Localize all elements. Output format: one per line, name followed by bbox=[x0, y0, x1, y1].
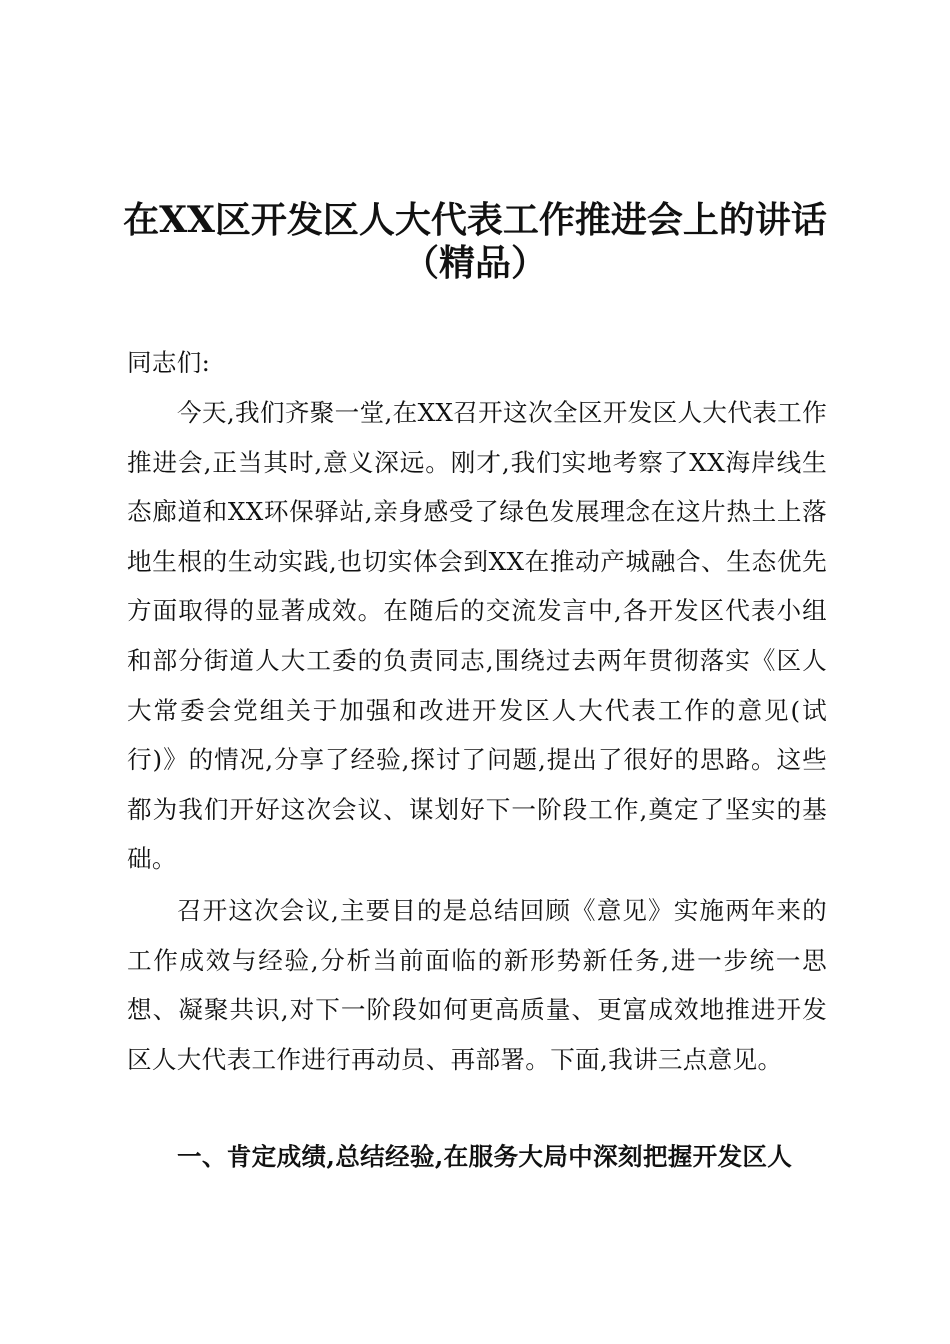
section-heading-1: 一、肯定成绩,总结经验,在服务大局中深刻把握开发区人 bbox=[177, 1142, 793, 1171]
salutation: 同志们: bbox=[127, 348, 211, 377]
paragraph-1: 今天,我们齐聚一堂,在XX召开这次全区开发区人大代表工作推进会,正当其时,意义深远。刚才,我们实地考察了XX海岸线生态廊道和XX环保驿站,亲身感受了绿色发展理念在这片热土上落地生根的生动实践,也切实体会到XX在推动产城融合、生态优先方面取得的显著成效。在随后的交流发言中,各开发区代表小组和部分街道人大工委的负责同志,围绕过去两年贯彻落实《区人大常委会党组关于加强和改进开发区人大代表工作的意见(试行)》的情况,分享了经验,探讨了问题,提出了很好的思路。这些都为我们开好这次会议、谋划好下一阶段工作,奠定了坚实的基础。 bbox=[127, 398, 827, 874]
document-title: 在XX区开发区人大代表工作推进会上的讲话 bbox=[123, 199, 827, 241]
document-title-subtitle: （精品） bbox=[402, 242, 547, 284]
paragraph-2: 召开这次会议,主要目的是总结回顾《意见》实施两年来的工作成效与经验,分析当前面临的新形势新任务,进一步统一思想、凝聚共识,对下一阶段如何更高质量、更富成效地推进开发区人大代表工作进行再动员、再部署。下面,我讲三点意见。 bbox=[127, 896, 827, 1074]
